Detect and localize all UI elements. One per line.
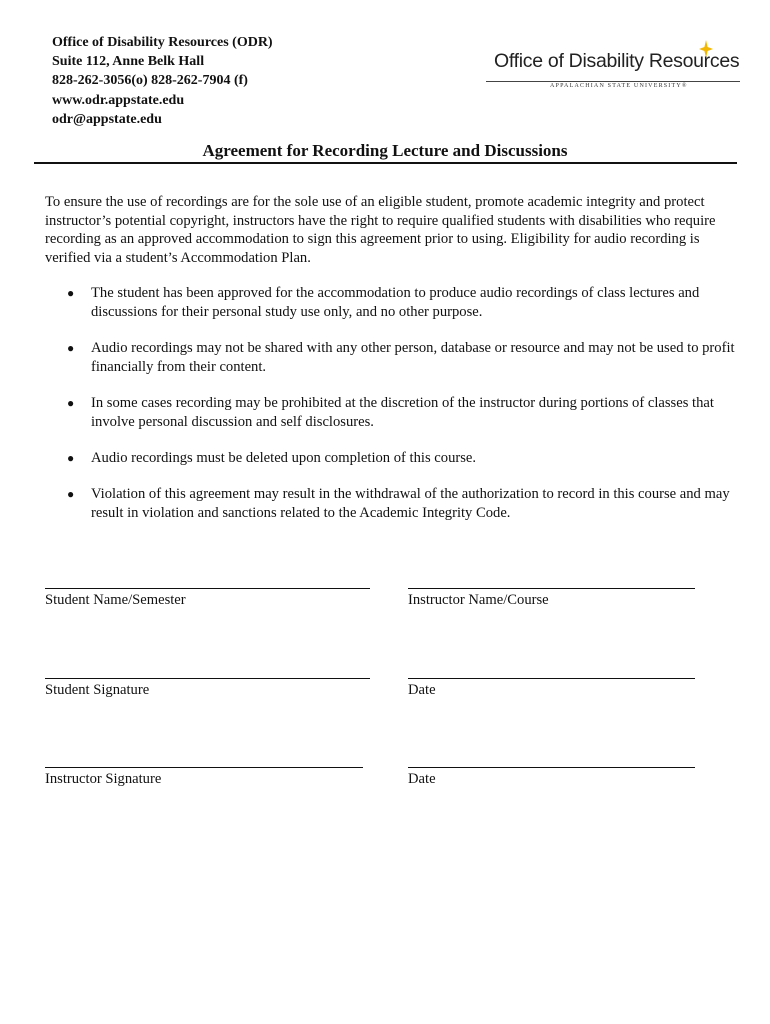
office-address: Suite 112, Anne Belk Hall — [52, 54, 205, 70]
student-name-line[interactable] — [45, 588, 370, 589]
list-item — [45, 339, 735, 376]
instructor-name-line[interactable] — [408, 588, 695, 589]
intro-paragraph: To ensure the use of recordings are for the sole use of an eligible student, promote academic integrity and protect instructor’s potential copyright, instructors have the right to require qualified students with disabilities who require recording as an approved accommodation to sign this agreement prior to using. Eligibility for audio recording is verified via a student’s Accommodation Plan. — [45, 194, 716, 267]
logo-title: Office of Disability Resources — [494, 50, 740, 72]
bullet-icon: ● — [67, 286, 75, 300]
title-divider — [34, 162, 737, 164]
instructor-name-label: Instructor Name/Course — [408, 592, 549, 608]
date-line[interactable] — [408, 767, 695, 768]
instructor-signature-label: Instructor Signature — [45, 771, 162, 787]
term-text: Audio recordings may not be shared with any other person, database or resource and may not be used to profit financially from their content. — [91, 339, 735, 375]
document-title: Agreement for Recording Lecture and Discussions — [202, 141, 568, 160]
student-name-label: Student Name/Semester — [45, 592, 186, 608]
student-signature-line[interactable] — [45, 678, 370, 679]
bullet-icon: ● — [67, 395, 75, 410]
list-item — [45, 394, 735, 431]
term-text: The student has been approved for the accommodation to produce audio recordings of class lectures and discussions for their personal study use only, and no other purpose. — [91, 285, 700, 320]
term-text: Violation of this agreement may result in the withdrawal of the authorization to record in this course and may result in violation and sanctions related to the Academic Integrity Code. — [91, 485, 730, 521]
office-email: odr@appstate.edu — [52, 111, 162, 127]
instructor-signature-line[interactable] — [45, 767, 363, 768]
odr-logo — [486, 44, 740, 90]
list-item — [45, 284, 735, 321]
office-name: Office of Disability Resources (ODR) — [52, 35, 273, 50]
term-text: In some cases recording may be prohibited at the discretion of the instructor during portions of classes that involve personal discussion and self disclosures. — [91, 394, 714, 430]
list-item — [45, 449, 735, 468]
contact-block — [52, 33, 273, 129]
logo-subtitle: APPALACHIAN STATE UNIVERSITY® — [550, 83, 688, 89]
student-signature-label: Student Signature — [45, 682, 150, 698]
date-label: Date — [408, 771, 436, 787]
date-line[interactable] — [408, 678, 695, 679]
term-text: Audio recordings must be deleted upon completion of this course. — [91, 449, 477, 466]
date-label: Date — [408, 682, 436, 698]
bullet-icon: ● — [67, 340, 75, 355]
bullet-icon: ● — [67, 450, 75, 465]
office-phone: 828-262-3056(o) 828-262-7904 (f) — [52, 73, 248, 89]
office-website: www.odr.appstate.edu — [52, 92, 185, 108]
logo-divider — [486, 81, 740, 82]
bullet-icon: ● — [67, 486, 75, 501]
list-item — [45, 485, 735, 522]
agreement-terms — [45, 284, 735, 540]
